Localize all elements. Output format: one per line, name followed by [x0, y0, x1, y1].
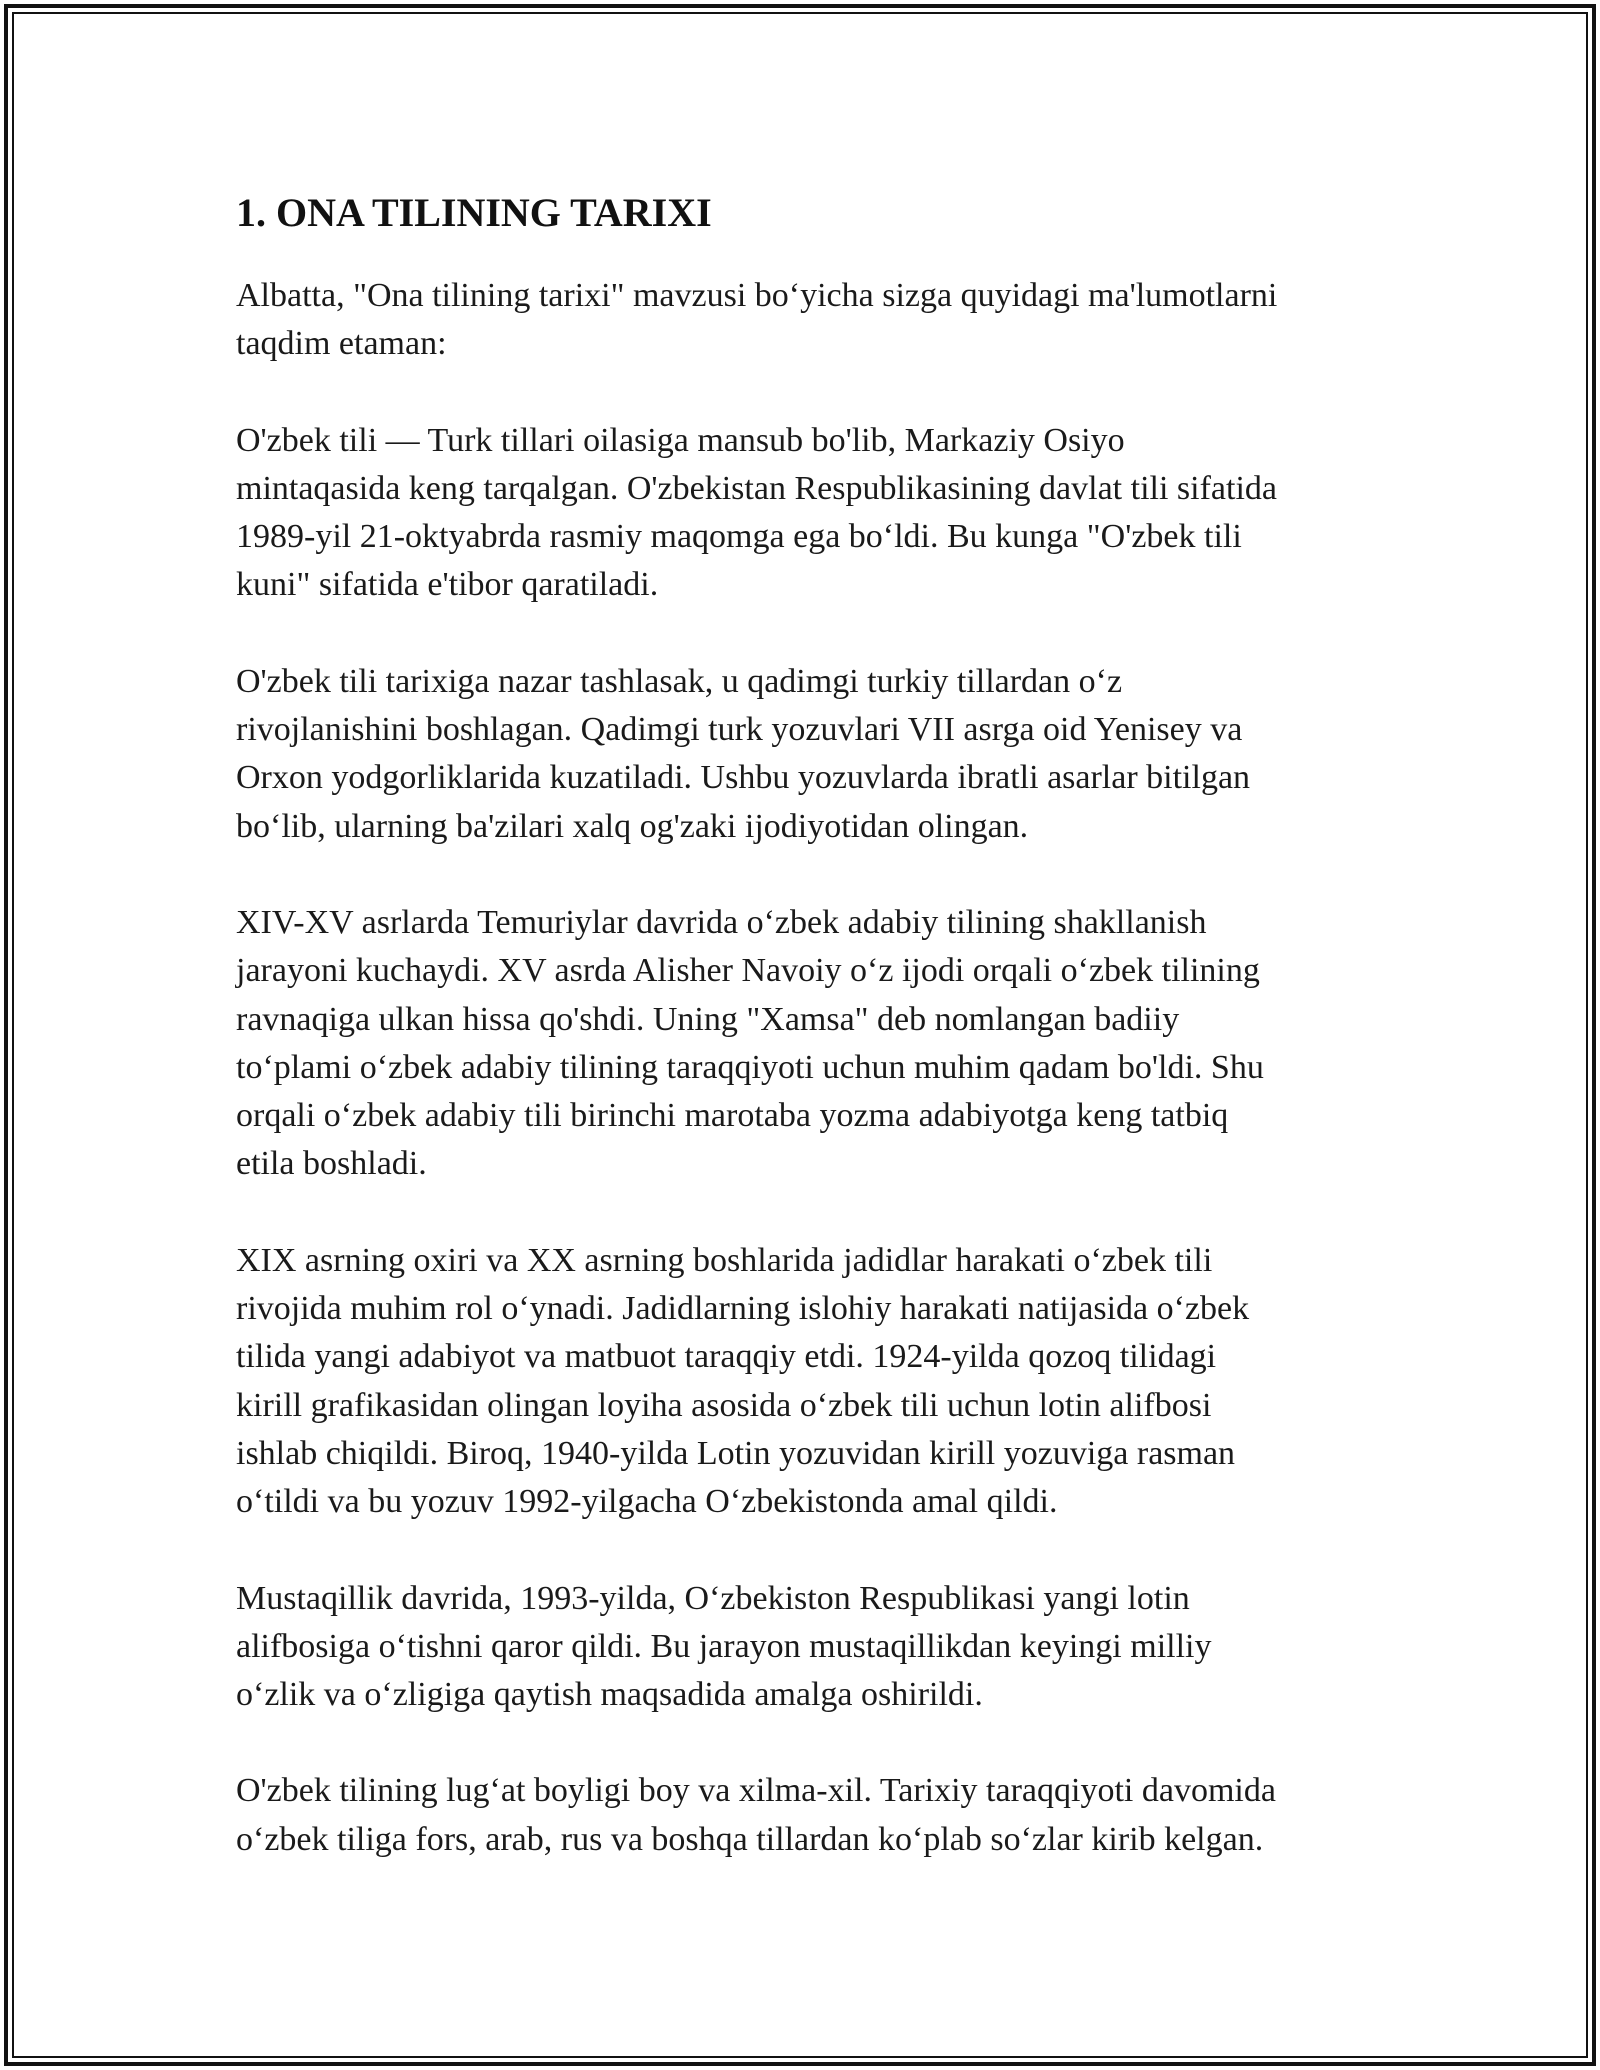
text-line: kuni" sifatida e'tibor qaratiladi. [236, 566, 659, 604]
text-line: 1989-yil 21-oktyabrda rasmiy maqomga ega bo‘ldi. Bu kunga "O'zbek tili [236, 518, 1242, 556]
paragraph-jadid-movement [236, 1237, 1366, 1527]
text-line: Orxon yodgorliklarida kuzatiladi. Ushbu yozuvlarda ibratli asarlar bitilgan [236, 759, 1251, 797]
text-line: rivojlanishini boshlagan. Qadimgi turk yozuvlari VII asrga oid Yenisey va [236, 711, 1243, 749]
document-title: 1. ONA TILINING TARIXI [236, 190, 712, 235]
text-line: o‘tildi va bu yozuv 1992-yilgacha O‘zbekistonda amal qildi. [236, 1483, 1058, 1521]
paragraph-ancient-origins [236, 658, 1366, 851]
text-line: XIX asrning oxiri va XX asrning boshlarida jadidlar harakati o‘zbek tili [236, 1241, 1213, 1279]
text-line: o‘zbek tiliga fors, arab, rus va boshqa tillardan ko‘plab so‘zlar kirib kelgan. [236, 1820, 1264, 1858]
text-line: mintaqasida keng tarqalgan. O'zbekistan Respublikasining davlat tili sifatida [236, 469, 1277, 507]
text-line: XIV-XV asrlarda Temuriylar davrida o‘zbek adabiy tilining shakllanish [236, 903, 1207, 941]
text-line: rivojida muhim rol o‘ynadi. Jadidlarning islohiy harakati natijasida o‘zbek [236, 1290, 1250, 1328]
text-line: Mustaqillik davrida, 1993-yilda, O‘zbekiston Respublikasi yangi lotin [236, 1579, 1190, 1617]
document-body [236, 184, 1366, 1912]
text-line: bo‘lib, ularning ba'zilari xalq og'zaki ijodiyotidan olingan. [236, 807, 1029, 845]
text-line: ishlab chiqildi. Biroq, 1940-yilda Lotin yozuvidan kirill yozuviga rasman [236, 1434, 1236, 1472]
paragraph-vocabulary [236, 1767, 1366, 1864]
text-line: tilida yangi adabiyot va matbuot taraqqiy etdi. 1924-yilda qozoq tilidagi [236, 1338, 1217, 1376]
paragraph-language-status [236, 417, 1366, 610]
text-line: O'zbek tili tarixiga nazar tashlasak, u qadimgi turkiy tillardan o‘z [236, 662, 1123, 700]
paragraph-independence [236, 1575, 1366, 1720]
text-line: orqali o‘zbek adabiy tili birinchi marotaba yozma adabiyotga keng tatbiq [236, 1097, 1229, 1135]
text-line: o‘zlik va o‘zligiga qaytish maqsadida amalga oshirildi. [236, 1676, 983, 1714]
text-line: kirill grafikasidan olingan loyiha asosida o‘zbek tili uchun lotin alifbosi [236, 1386, 1212, 1424]
text-line: taqdim etaman: [236, 325, 447, 363]
paragraph-intro [236, 272, 1366, 369]
text-line: Albatta, "Ona tilining tarixi" mavzusi bo‘yicha sizga quyidagi ma'lumotlarni [236, 277, 1278, 314]
text-line: O'zbek tili — Turk tillari oilasiga mansub bo'lib, Markaziy Osiyo [236, 421, 1125, 459]
text-line: alifbosiga o‘tishni qaror qildi. Bu jarayon mustaqillikdan keyingi milliy [236, 1627, 1212, 1665]
text-line: jarayoni kuchaydi. XV asrda Alisher Navoiy o‘z ijodi orqali o‘zbek tilining [236, 952, 1260, 990]
text-line: etila boshladi. [236, 1145, 427, 1183]
text-line: ravnaqiga ulkan hissa qo'shdi. Uning "Xamsa" deb nomlangan badiiy [236, 1000, 1180, 1038]
text-line: to‘plami o‘zbek adabiy tilining taraqqiyoti uchun muhim qadam bo'ldi. Shu [236, 1048, 1264, 1086]
paragraph-timurid-era [236, 899, 1366, 1189]
text-line: O'zbek tilining lug‘at boyligi boy va xilma-xil. Tarixiy taraqqiyoti davomida [236, 1772, 1276, 1810]
